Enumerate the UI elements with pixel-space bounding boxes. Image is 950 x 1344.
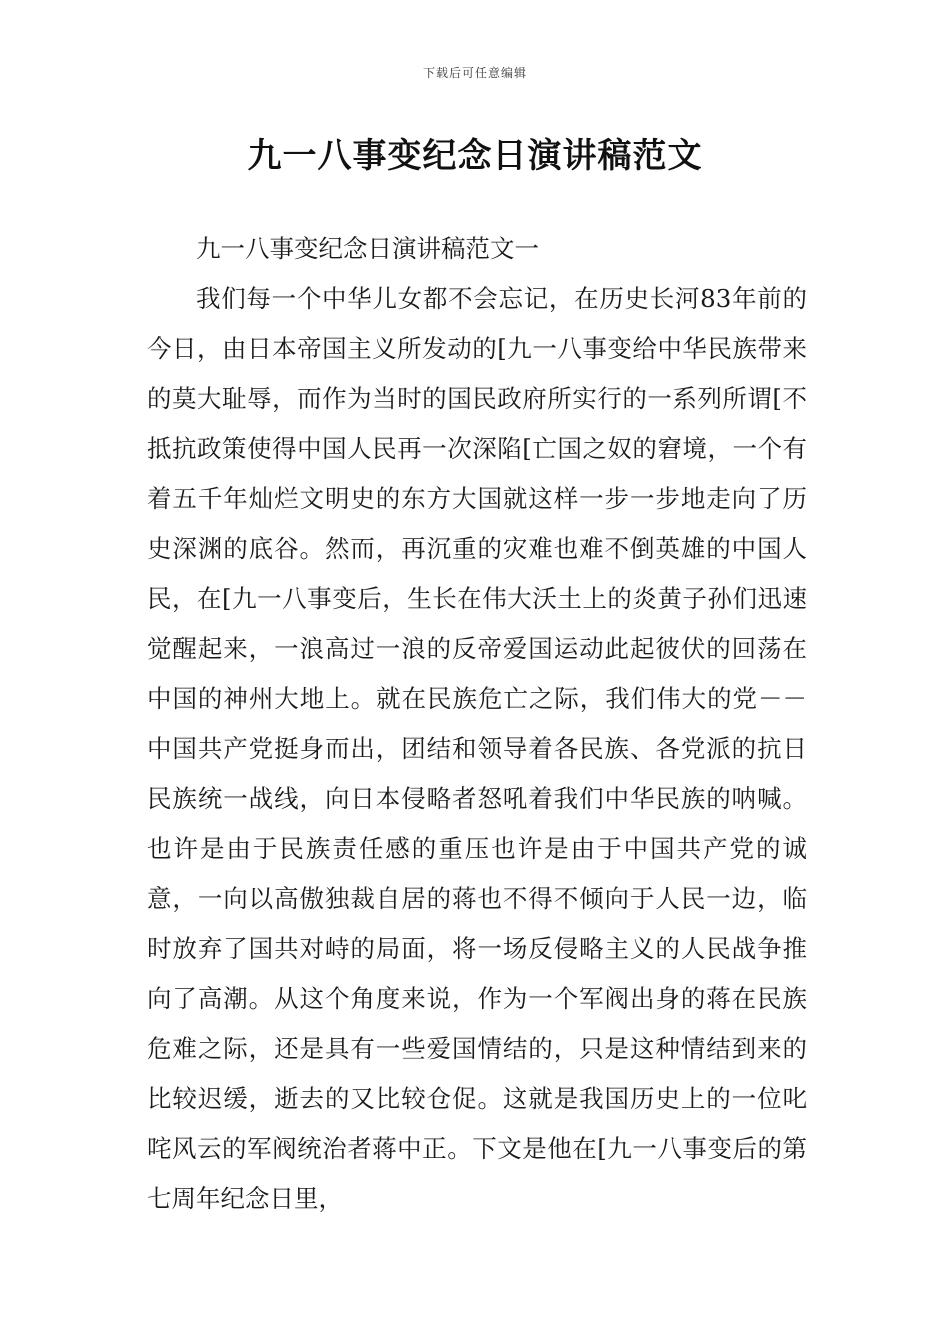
- document-body: [147, 224, 807, 1224]
- document-title: 九一八事变纪念日演讲稿范文: [247, 136, 703, 176]
- header-note: 下载后可任意编辑: [422, 66, 527, 80]
- body-paragraph: 我们每一个中华儿女都不会忘记，在历史长河83年前的今日，由日本帝国主义所发动的[九一八事变给中华民族带来的莫大耻辱，而作为当时的国民政府所实行的一系列所谓[不抵抗政策使得中国人民再一次深陷[亡国之奴的窘境，一个有着五千年灿烂文明史的东方大国就这样一步一步地走向了历史深渊的底谷。然而，再沉重的灾难也难不倒英雄的中国人民，在[九一八事变后，生长在伟大沃土上的炎黄子孙们迅速觉醒起来，一浪高过一浪的反帝爱国运动此起彼伏的回荡在中国的神州大地上。就在民族危亡之际，我们伟大的党－－中国共产党挺身而出，团结和领导着各民族、各党派的抗日民族统一战线，向日本侵略者怒吼着我们中华民族的呐喊。也许是由于民族责任感的重压也许是由于中国共产党的诚意，一向以高傲独裁自居的蒋也不得不倾向于人民一边，临时放弃了国共对峙的局面，将一场反侵略主义的人民战争推向了高潮。从这个角度来说，作为一个军阀出身的蒋在民族危难之际，还是具有一些爱国情结的，只是这种情结到来的比较迟缓，逝去的又比较仓促。这就是我国历史上的一位叱咤风云的军阀统治者蒋中正。下文是他在[九一八事变后的第七周年纪念日里，: [147, 284, 807, 1213]
- section-subheading: 九一八事变纪念日演讲稿范文一: [196, 234, 539, 263]
